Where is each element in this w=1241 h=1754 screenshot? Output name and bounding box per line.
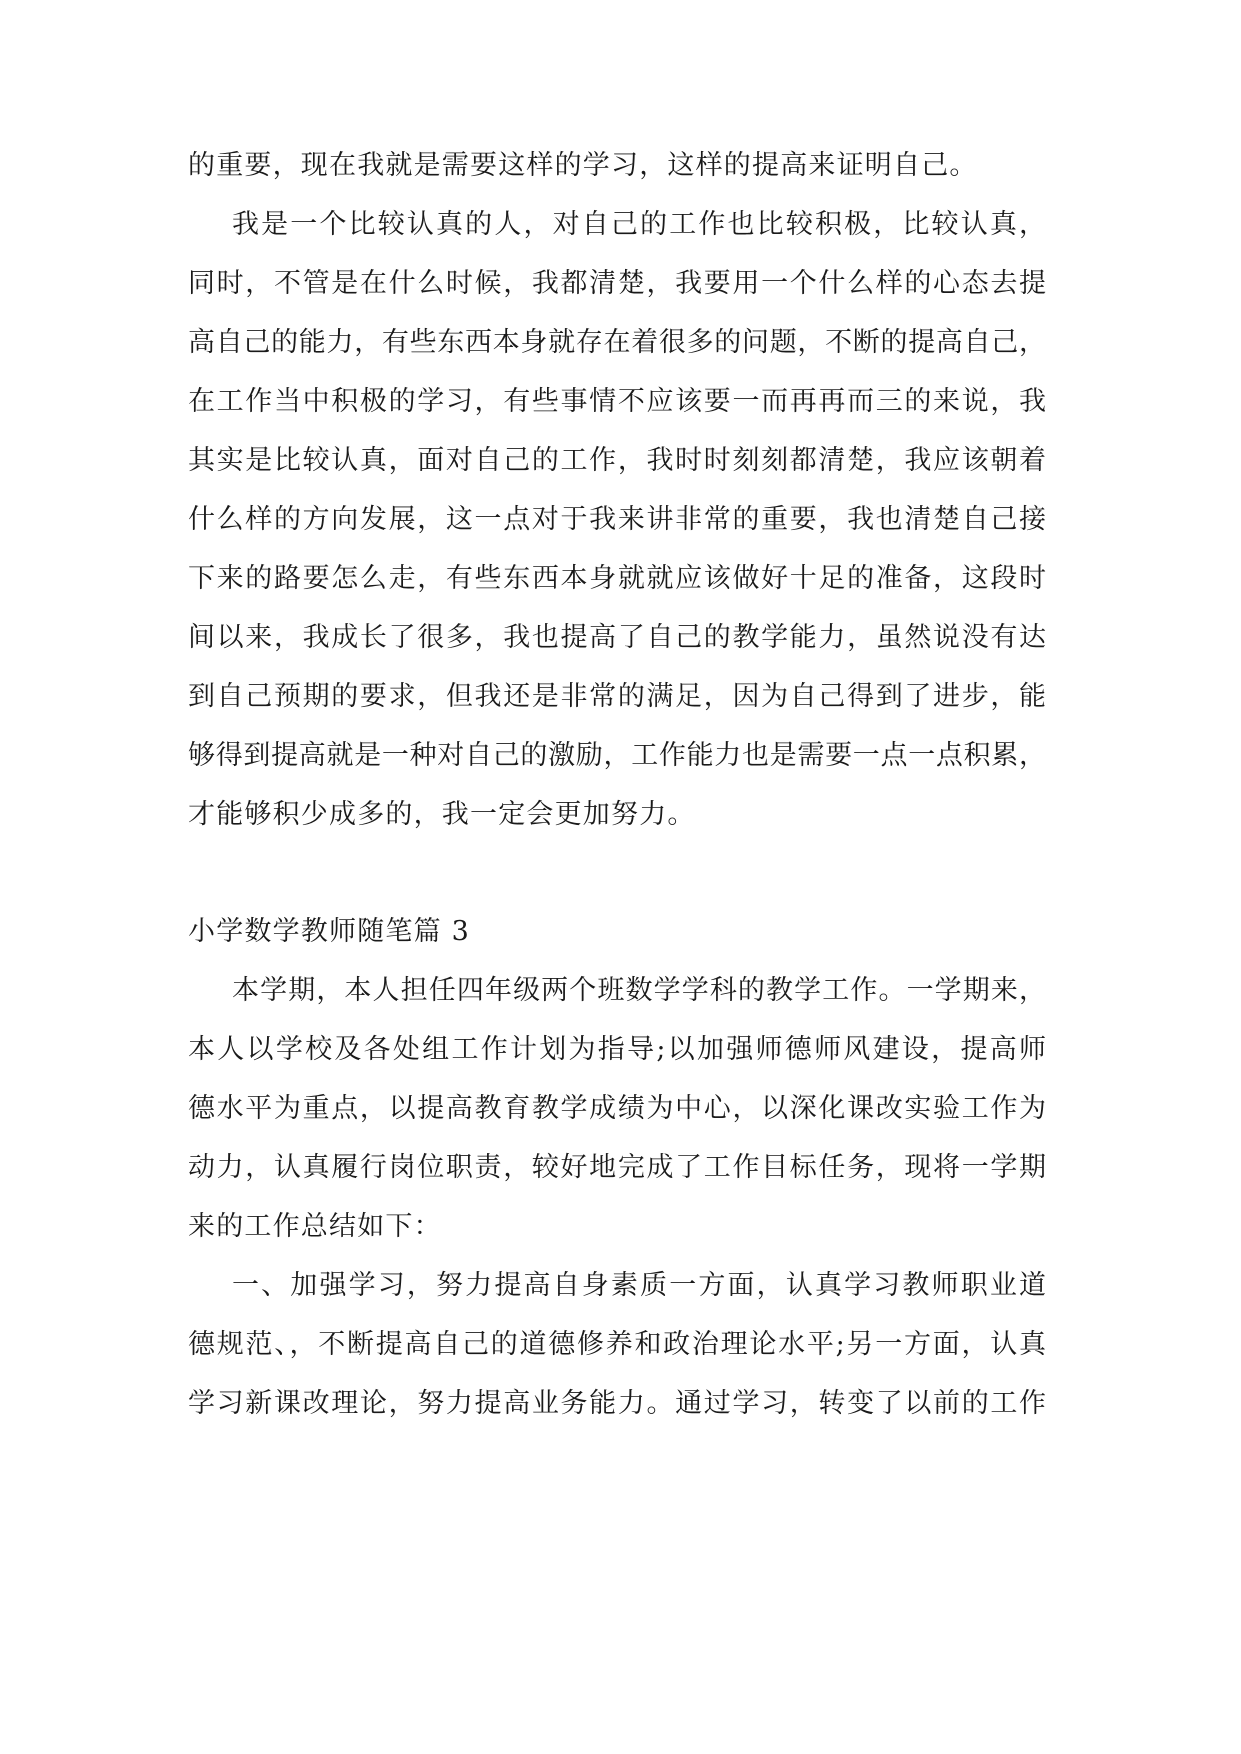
paragraph-line: 才能够积少成多的，我一定会更加努力。 — [188, 799, 696, 830]
section-title: 小学数学教师随笔篇 3 — [188, 916, 470, 947]
paragraph-line: 德水平为重点，以提高教育教学成绩为中心，以深化课改实验工作为 — [188, 1093, 1046, 1124]
paragraph-line: 下来的路要怎么走，有些东西本身就就应该做好十足的准备，这段时 — [188, 563, 1046, 594]
paragraph-line: 我是一个比较认真的人，对自己的工作也比较积极，比较认真， — [232, 209, 1046, 240]
paragraph-line: 其实是比较认真，面对自己的工作，我时时刻刻都清楚，我应该朝着 — [188, 445, 1046, 476]
paragraph-line: 同时，不管是在什么时候，我都清楚，我要用一个什么样的心态去提 — [188, 268, 1046, 299]
paragraph-line: 什么样的方向发展，这一点对于我来讲非常的重要，我也清楚自己接 — [188, 504, 1046, 535]
paragraph-line: 本人以学校及各处组工作计划为指导;以加强师德师风建设，提高师 — [188, 1034, 1046, 1065]
paragraph-line: 间以来，我成长了很多，我也提高了自己的教学能力，虽然说没有达 — [188, 622, 1046, 653]
paragraph-line: 一、加强学习，努力提高自身素质一方面，认真学习教师职业道 — [232, 1270, 1046, 1301]
paragraph-line: 动力，认真履行岗位职责，较好地完成了工作目标任务，现将一学期 — [188, 1152, 1046, 1183]
paragraph-line: 学习新课改理论，努力提高业务能力。通过学习，转变了以前的工作 — [188, 1388, 1046, 1419]
paragraph-line: 本学期，本人担任四年级两个班数学学科的教学工作。一学期来， — [232, 975, 1046, 1006]
paragraph-line: 来的工作总结如下： — [188, 1211, 442, 1242]
paragraph-line: 在工作当中积极的学习，有些事情不应该要一而再再而三的来说，我 — [188, 386, 1046, 417]
paragraph-line: 高自己的能力，有些东西本身就存在着很多的问题，不断的提高自己， — [188, 327, 1046, 358]
paragraph-line: 德规范、，不断提高自己的道德修养和政治理论水平;另一方面，认真 — [188, 1329, 1046, 1360]
paragraph-line: 到自己预期的要求，但我还是非常的满足，因为自己得到了进步，能 — [188, 681, 1046, 712]
paragraph-line: 够得到提高就是一种对自己的激励，工作能力也是需要一点一点积累， — [188, 740, 1046, 771]
continuation-line: 的重要，现在我就是需要这样的学习，这样的提高来证明自己。 — [188, 150, 978, 181]
